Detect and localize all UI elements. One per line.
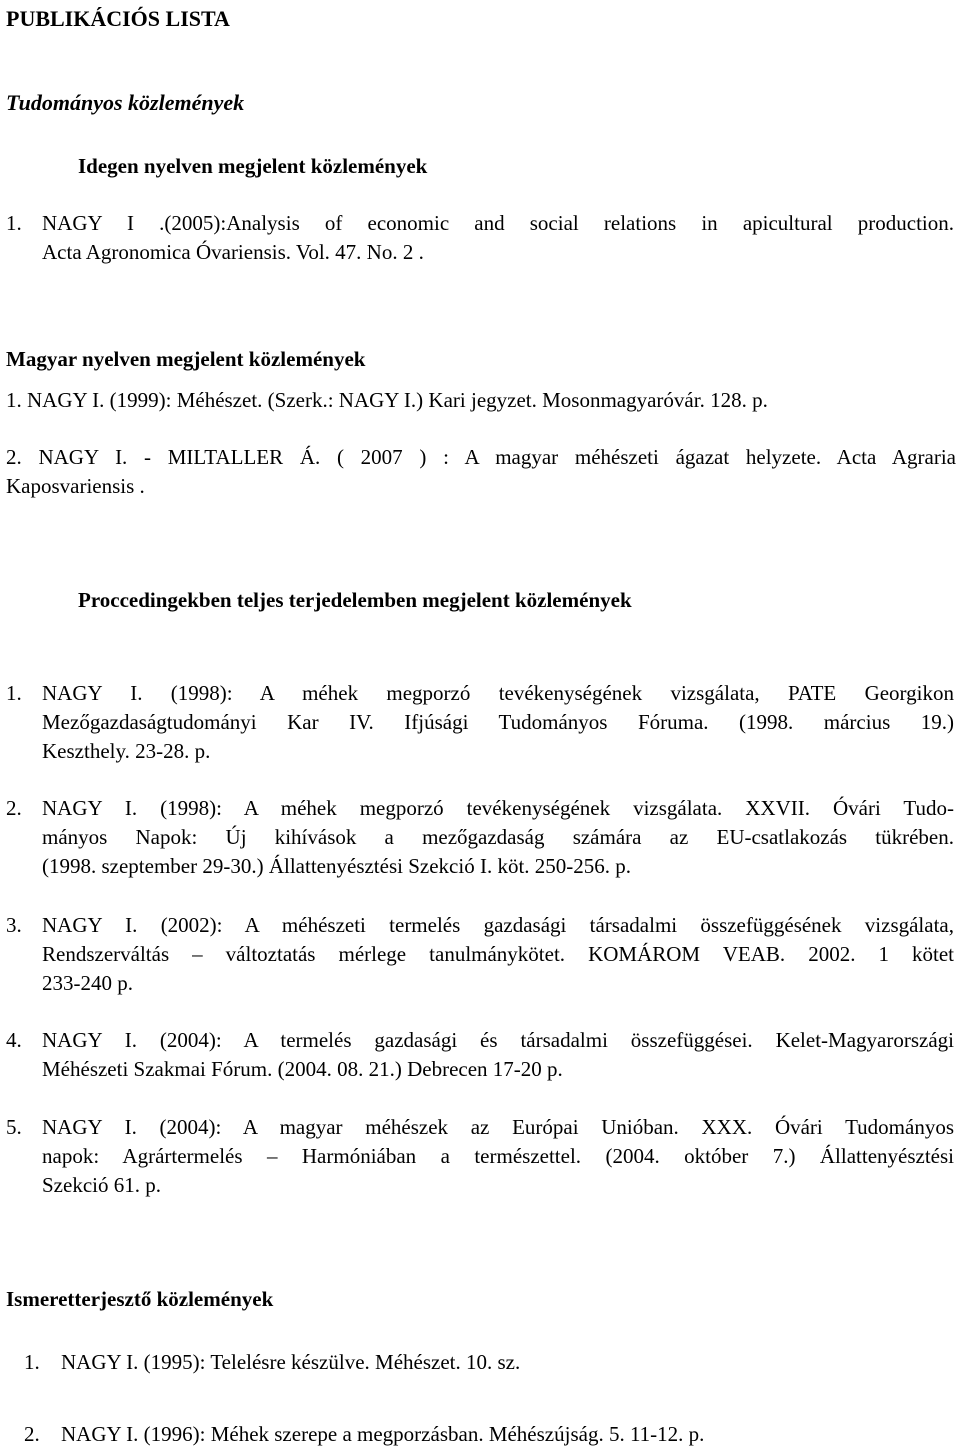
subsection-heading-hungarian: Magyar nyelven megjelent közlemények [6,347,366,371]
item-text: NAGY I. (1998): A méhek megporzó tevékenységének vizsgálata, PATE Georgikon Mezőgazdaságtudományi Kar IV. Ifjúsági Tudományos Fóruma. (1998. március 19.) Keszthely. 23-28. p. [42,681,954,763]
item-text: NAGY I. (2004): A magyar méhészek az Európai Unióban. XXX. Óvári Tudományos napok: Agrártermelés – Harmóniában a természettel. (2004. október 7.) Állattenyésztési Szekció 61. p. [42,1115,954,1197]
page-title: PUBLIKÁCIÓS LISTA [6,6,230,31]
subsection-heading-proceedings: Proccedingekben teljes terjedelemben megjelent közlemények [78,588,632,612]
item-text: NAGY I. (1998): A méhek megporzó tevékenységének vizsgálata. XXVII. Óvári Tudo- mányos Napok: Új kihívások a mezőgazdaság számára az EU-csatlakozás tükrében. (1998. szeptember 29-30.) Állattenyésztési Szekció I. köt. 250-256. p. [42,796,954,878]
subsection-heading-foreign: Idegen nyelven megjelent közlemények [78,154,428,178]
item-number: 5. [6,1115,22,1139]
item-text: NAGY I .(2005):Analysis of economic and social relations in apicultural production. Acta Agronomica Óvariensis. Vol. 47. No. 2 . [42,211,954,264]
item-text: NAGY I. (1996): Méhek szerepe a megporzásban. Méhészújság. 5. 11-12. p. [61,1422,705,1446]
section-heading-popular: Ismeretterjesztő közlemények [6,1287,274,1311]
item-number: 3. [6,913,22,937]
item-text: NAGY I. (1995): Telelésre készülve. Méhészet. 10. sz. [61,1350,521,1374]
item-number: 2. [6,796,22,820]
item-number: 1. [6,211,22,235]
item-number: 4. [6,1028,22,1052]
hungarian-item-1: 1. NAGY I. (1999): Méhészet. (Szerk.: NAGY I.) Kari jegyzet. Mosonmagyaróvár. 128. p. [6,388,768,412]
item-number: 1. [6,681,22,705]
hungarian-item-2: 2. NAGY I. - MILTALLER Á. ( 2007 ) : A magyar méhészeti ágazat helyzete. Acta Agraria Kaposvariensis . [6,445,956,498]
item-text: NAGY I. (2002): A méhészeti termelés gazdasági társadalmi összefüggésének vizsgálata, Rendszerváltás – változtatás mérlege tanulmánykötet. KOMÁROM VEAB. 2002. 1 kötet 233-240 p. [42,913,954,995]
item-number: 1. [24,1350,40,1374]
section-heading-scientific: Tudományos közlemények [6,90,245,115]
item-number: 2. [24,1422,40,1446]
item-text: NAGY I. (2004): A termelés gazdasági és társadalmi összefüggései. Kelet-Magyarországi Méhészeti Szakmai Fórum. (2004. 08. 21.) Debrecen 17-20 p. [42,1028,954,1081]
